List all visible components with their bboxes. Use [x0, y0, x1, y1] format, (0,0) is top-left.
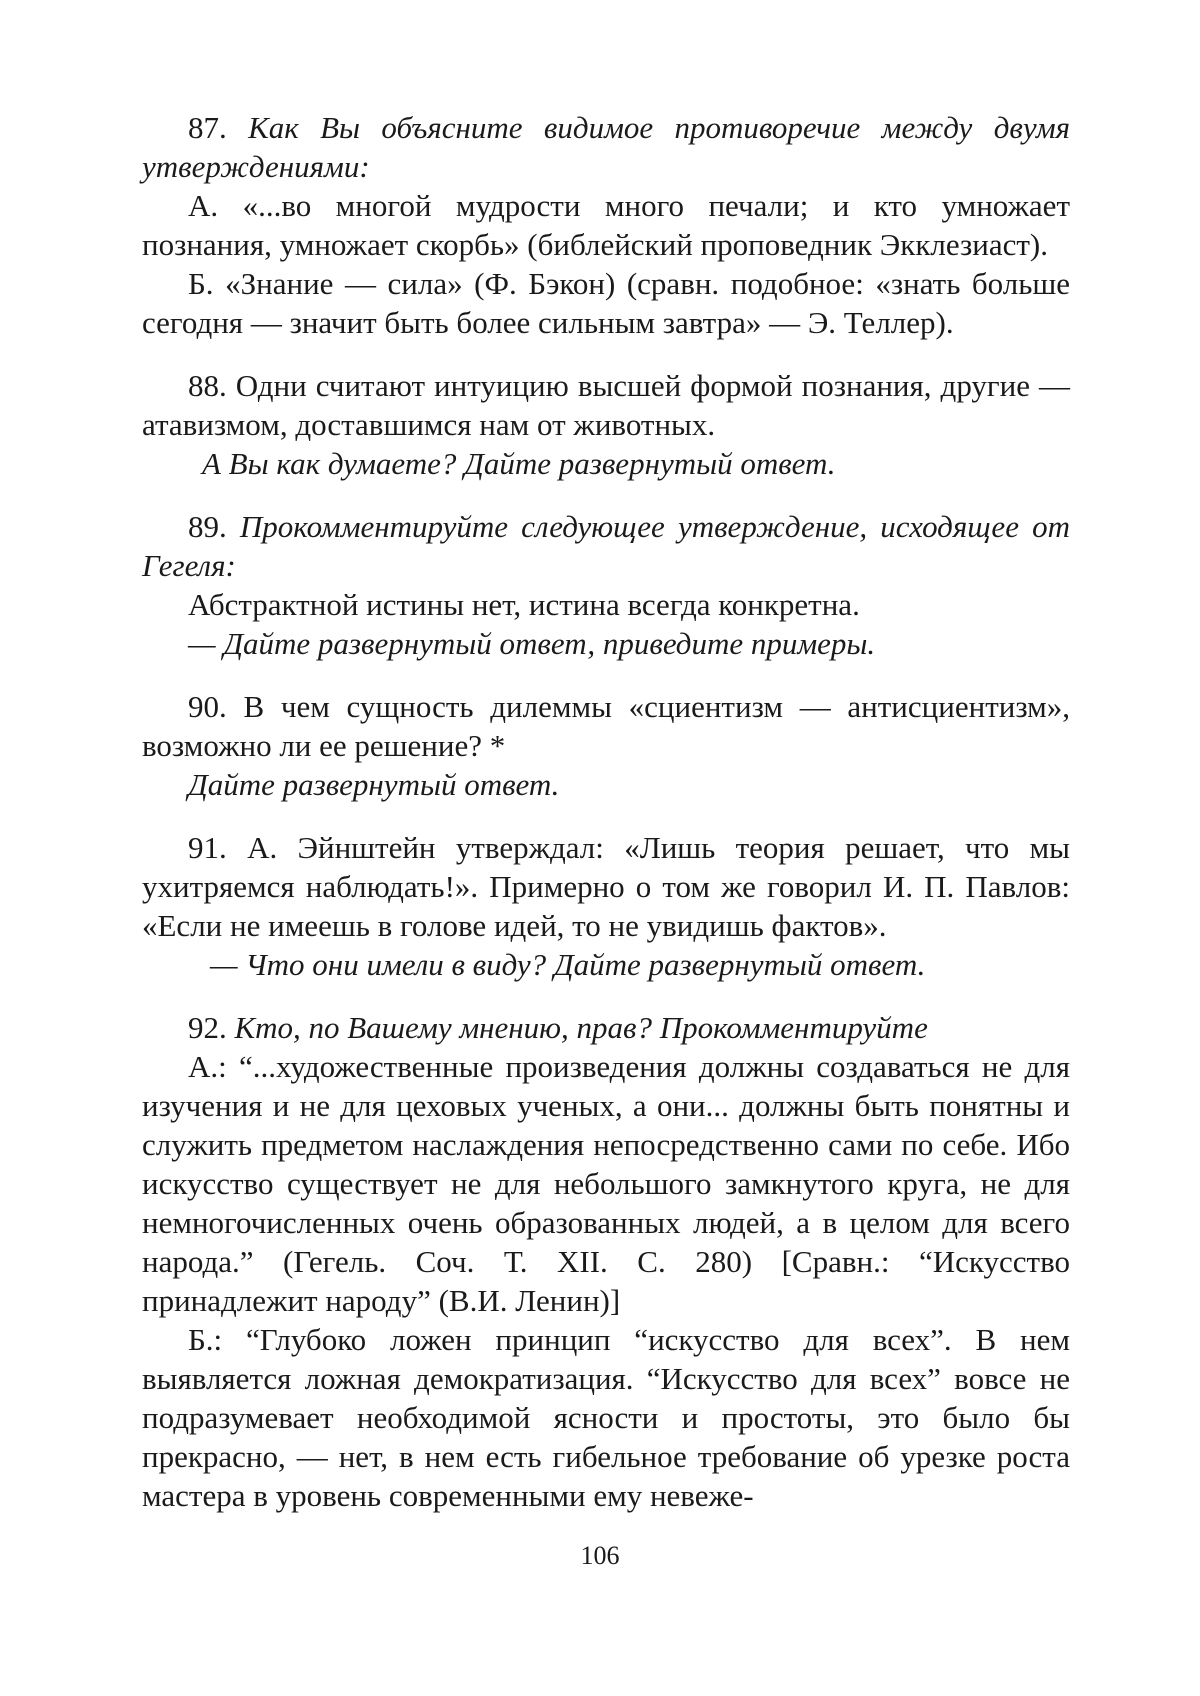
- item-88-task: А Вы как думаете? Дайте развернутый ответ.: [202, 446, 836, 481]
- item-88-text: [142, 366, 1070, 444]
- item-88-body: Одни считают интуицию высшей формой познания, другие — атавизмом, доставшимся нам от животных.: [142, 368, 1070, 442]
- book-page: [142, 108, 1070, 1539]
- item-88: [142, 366, 1070, 483]
- item-92-question-text: Кто, по Вашему мнению, прав? Прокомментируйте: [234, 1010, 928, 1045]
- item-92-question: [142, 1008, 1070, 1047]
- item-89-quote: Абстрактной истины нет, истина всегда конкретна.: [188, 587, 860, 622]
- item-90-task: Дайте развернутый ответ.: [188, 767, 560, 802]
- item-89-question-text: Прокомментируйте следующее утверждение, исходящее от Гегеля:: [142, 509, 1070, 583]
- item-92-statement-b: Б.: “Глубоко ложен принцип “искусство для всех”. В нем выявляется ложная демократизация. “Искусство для всех” вовсе не подразумевает необходимой ясности и простоты, это было бы прекрасно, — нет, в нем есть гибельное требование об урезке роста мастера в уровень современными ему невеже-: [142, 1322, 1070, 1513]
- item-89-task: — Дайте развернутый ответ, приведите примеры.: [188, 626, 876, 661]
- item-89: [142, 507, 1070, 663]
- item-92-number: 92.: [188, 1010, 227, 1045]
- item-87-statement-a: А. «...во многой мудрости много печали; и кто умножает познания, умножает скорбь» (библейский проповедник Экклезиаст).: [142, 188, 1070, 262]
- item-89-number: 89.: [188, 509, 227, 544]
- item-92: [142, 1008, 1070, 1515]
- item-87-question: [142, 108, 1070, 186]
- item-90-number: 90.: [188, 689, 227, 724]
- item-90-text: [142, 687, 1070, 765]
- item-87-statement-b: Б. «Знание — сила» (Ф. Бэкон) (сравн. подобное: «знать больше сегодня — значит быть более сильным завтра» — Э. Теллер).: [142, 266, 1070, 340]
- item-91-text: [142, 828, 1070, 945]
- item-87-number: 87.: [188, 110, 227, 145]
- page-number: 106: [580, 1541, 620, 1570]
- item-87: [142, 108, 1070, 342]
- item-90: [142, 687, 1070, 804]
- item-91-body: А. Эйнштейн утверждал: «Лишь теория решает, что мы ухитряемся наблюдать!». Примерно о том же говорил И. П. Павлов: «Если не имеешь в голове идей, то не увидишь фактов».: [142, 830, 1070, 943]
- item-91-number: 91.: [188, 830, 227, 865]
- item-88-number: 88.: [188, 368, 227, 403]
- item-91-task: — Что они имели в виду? Дайте развернутый ответ.: [210, 947, 926, 982]
- item-91: [142, 828, 1070, 984]
- item-89-question: [142, 507, 1070, 585]
- item-87-question-text: Как Вы объясните видимое противоречие между двумя утверждениями:: [142, 110, 1071, 184]
- item-92-statement-a: А.: “...художественные произведения должны создаваться не для изучения и не для цеховых ученых, а они... должны быть понятны и служить предметом наслаждения непосредственно сами по себе. Ибо искусство существует не для небольшого замкнутого круга, не для немногочисленных очень образованных людей, а в целом для всего народа.” (Гегель. Соч. Т. XII. С. 280) [Сравн.: “Искусство принадлежит народу” (В.И. Ленин)]: [142, 1049, 1070, 1318]
- item-90-body: В чем сущность дилеммы «сциентизм — антисциентизм», возможно ли ее решение? *: [142, 689, 1071, 763]
